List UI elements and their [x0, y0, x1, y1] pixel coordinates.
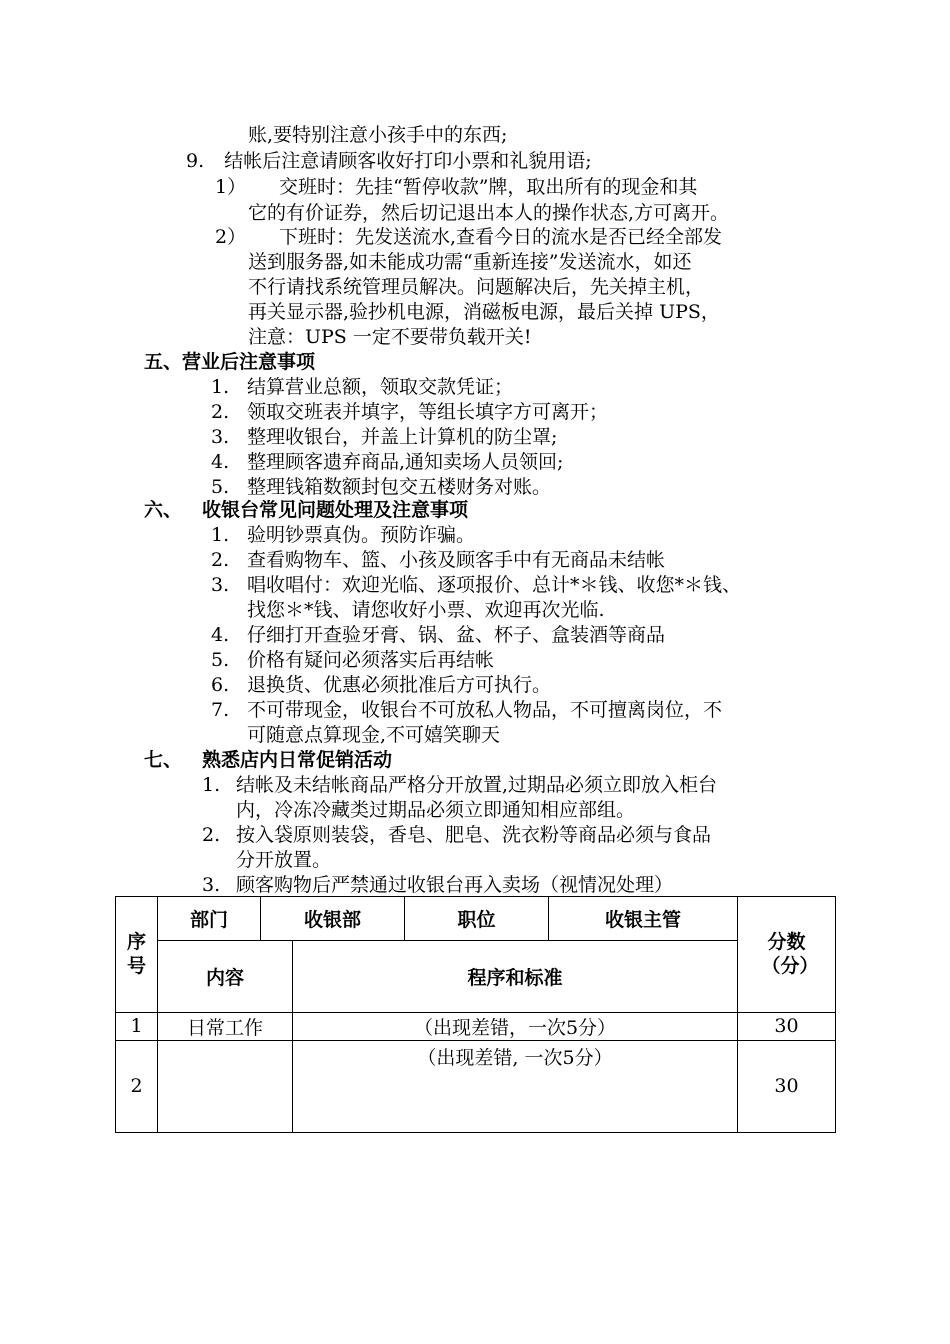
- list-number: 3.: [211, 574, 230, 596]
- list-item: [211, 622, 665, 648]
- list-number: 1.: [211, 524, 230, 546]
- sub-text: 下班时：先发送流水,查看今日的流水是否已经全部发: [279, 226, 723, 248]
- list-item: [202, 822, 711, 848]
- list-number: 2.: [211, 401, 230, 423]
- list-item: [202, 772, 717, 798]
- row-score: 30: [738, 1012, 836, 1040]
- score-header: 分数（分）: [738, 897, 836, 1013]
- sub-number: 1）: [215, 176, 247, 198]
- list-text: 仔细打开查验牙膏、锅、盆、杯子、盒装酒等商品: [247, 624, 666, 646]
- list-number: 2.: [211, 549, 230, 571]
- list-text: 整理顾客遗弃商品,通知卖场人员领回;: [247, 451, 564, 473]
- list-text: 验明钞票真伪。预防诈骗。: [247, 524, 476, 546]
- row-procedure: （出现差错, 一次5分）: [293, 1040, 738, 1132]
- sub-text: 交班时：先挂“暂停收款”牌，取出所有的现金和其: [279, 176, 698, 198]
- list-number: 4.: [211, 451, 230, 473]
- list-item: [211, 424, 557, 450]
- section-number: 六、: [144, 499, 183, 521]
- row-score: 30: [738, 1040, 836, 1132]
- row-procedure: （出现差错，一次5分）: [293, 1012, 738, 1040]
- list-item: [211, 672, 551, 698]
- list-item: [211, 399, 608, 425]
- list-text: 价格有疑问必须落实后再结帐: [247, 649, 495, 671]
- list-text: 唱收唱付：欢迎光临、逐项报价、总计*＊钱、收您*＊钱、: [247, 574, 742, 596]
- list-text: 结帐后注意请顾客收好打印小票和礼貌用语;: [224, 150, 592, 172]
- sub-text-cont: 不行请找系统管理员解决。问题解决后，先关掉主机，: [248, 276, 705, 298]
- list-text: 不可带现金，收银台不可放私人物品，不可擅离岗位，不: [247, 699, 723, 721]
- list-item: [211, 522, 475, 548]
- list-item: [211, 697, 722, 723]
- row-seq: 2: [116, 1040, 158, 1132]
- list-text: 领取交班表并填字，等组长填字方可离开；: [247, 401, 609, 423]
- list-item: [202, 872, 673, 898]
- seq-header: 序号: [116, 897, 158, 1013]
- row-content: [158, 1040, 293, 1132]
- section-number: 七、: [144, 749, 183, 771]
- list-text-cont: 可随意点算现金,不可嬉笑聊天: [247, 724, 501, 746]
- list-number: 3.: [211, 426, 230, 448]
- position-label: 职位: [405, 897, 549, 940]
- section-title-text: 熟悉店内日常促销活动: [202, 749, 393, 771]
- list-number: 1.: [211, 376, 230, 398]
- list-number: 6.: [211, 674, 230, 696]
- list-number: 5.: [211, 476, 230, 498]
- list-number: 2.: [202, 824, 221, 846]
- list-item: [211, 547, 665, 573]
- sub-text-cont: 再关显示器,验抄机电源，消磁板电源，最后关掉 UPS，: [248, 301, 720, 323]
- row-seq: 1: [116, 1012, 158, 1040]
- sub-text-cont: 它的有价证券，然后切记退出本人的操作状态,方可离开。: [248, 202, 730, 224]
- list-item: [211, 647, 494, 673]
- sub-item-1: [215, 174, 697, 200]
- list-text: 整理收银台，并盖上计算机的防尘罩;: [247, 426, 558, 448]
- sub-text-cont: 送到服务器,如未能成功需“重新连接”发送流水，如还: [248, 251, 692, 273]
- section-7-title: [144, 747, 392, 773]
- table-row: [116, 1040, 836, 1132]
- sub-item-2: [215, 224, 722, 250]
- sub-number: 2）: [215, 226, 247, 248]
- section-6-title: [144, 497, 468, 523]
- table-row: [116, 1012, 836, 1040]
- header-block: [158, 897, 738, 1013]
- list-text-cont: 分开放置。: [236, 849, 332, 871]
- list-text-cont: 找您＊*钱、请您收好小票、欢迎再次光临.: [247, 599, 605, 621]
- list-item: [211, 572, 741, 598]
- row-content: 日常工作: [158, 1012, 293, 1040]
- list-number: 7.: [211, 699, 230, 721]
- list-item-9: [186, 148, 592, 174]
- content-label: 内容: [158, 941, 293, 1012]
- list-item: [211, 449, 563, 475]
- sub-text-cont: 注意：UPS 一定不要带负载开关!: [248, 326, 532, 348]
- dept-value: 收银部: [261, 897, 405, 940]
- list-number: 3.: [202, 874, 221, 896]
- list-text: 退换货、优惠必须批准后方可执行。: [247, 674, 552, 696]
- procedure-label: 程序和标准: [467, 966, 563, 989]
- list-text: 按入袋原则装袋，香皂、肥皂、洗衣粉等商品必须与食品: [236, 824, 712, 846]
- score-table: [115, 896, 836, 1133]
- list-number: 5.: [211, 649, 230, 671]
- list-number: 1.: [202, 774, 221, 796]
- list-text: 结帐及未结帐商品严格分开放置,过期品必须立即放入柜台: [236, 774, 718, 796]
- list-text: 顾客购物后严禁通过收银台再入卖场（视情况处理）: [236, 874, 674, 896]
- list-text: 整理钱箱数额封包交五楼财务对账。: [247, 476, 552, 498]
- list-number: 9.: [186, 150, 205, 172]
- list-item: [211, 374, 513, 400]
- dept-label: 部门: [158, 897, 261, 940]
- list-text-cont: 内，冷冻冷藏类过期品必须立即通知相应部组。: [236, 799, 636, 821]
- section-title-text: 收银台常见问题处理及注意事项: [202, 499, 469, 521]
- list-number: 4.: [211, 624, 230, 646]
- continued-text-line: 账,要特别注意小孩手中的东西;: [248, 124, 508, 146]
- list-text: 查看购物车、篮、小孩及顾客手中有无商品未结帐: [247, 549, 666, 571]
- position-value: 收银主管: [549, 897, 738, 940]
- section-5-title: 五、营业后注意事项: [144, 351, 316, 373]
- list-text: 结算营业总额，领取交款凭证；: [247, 376, 514, 398]
